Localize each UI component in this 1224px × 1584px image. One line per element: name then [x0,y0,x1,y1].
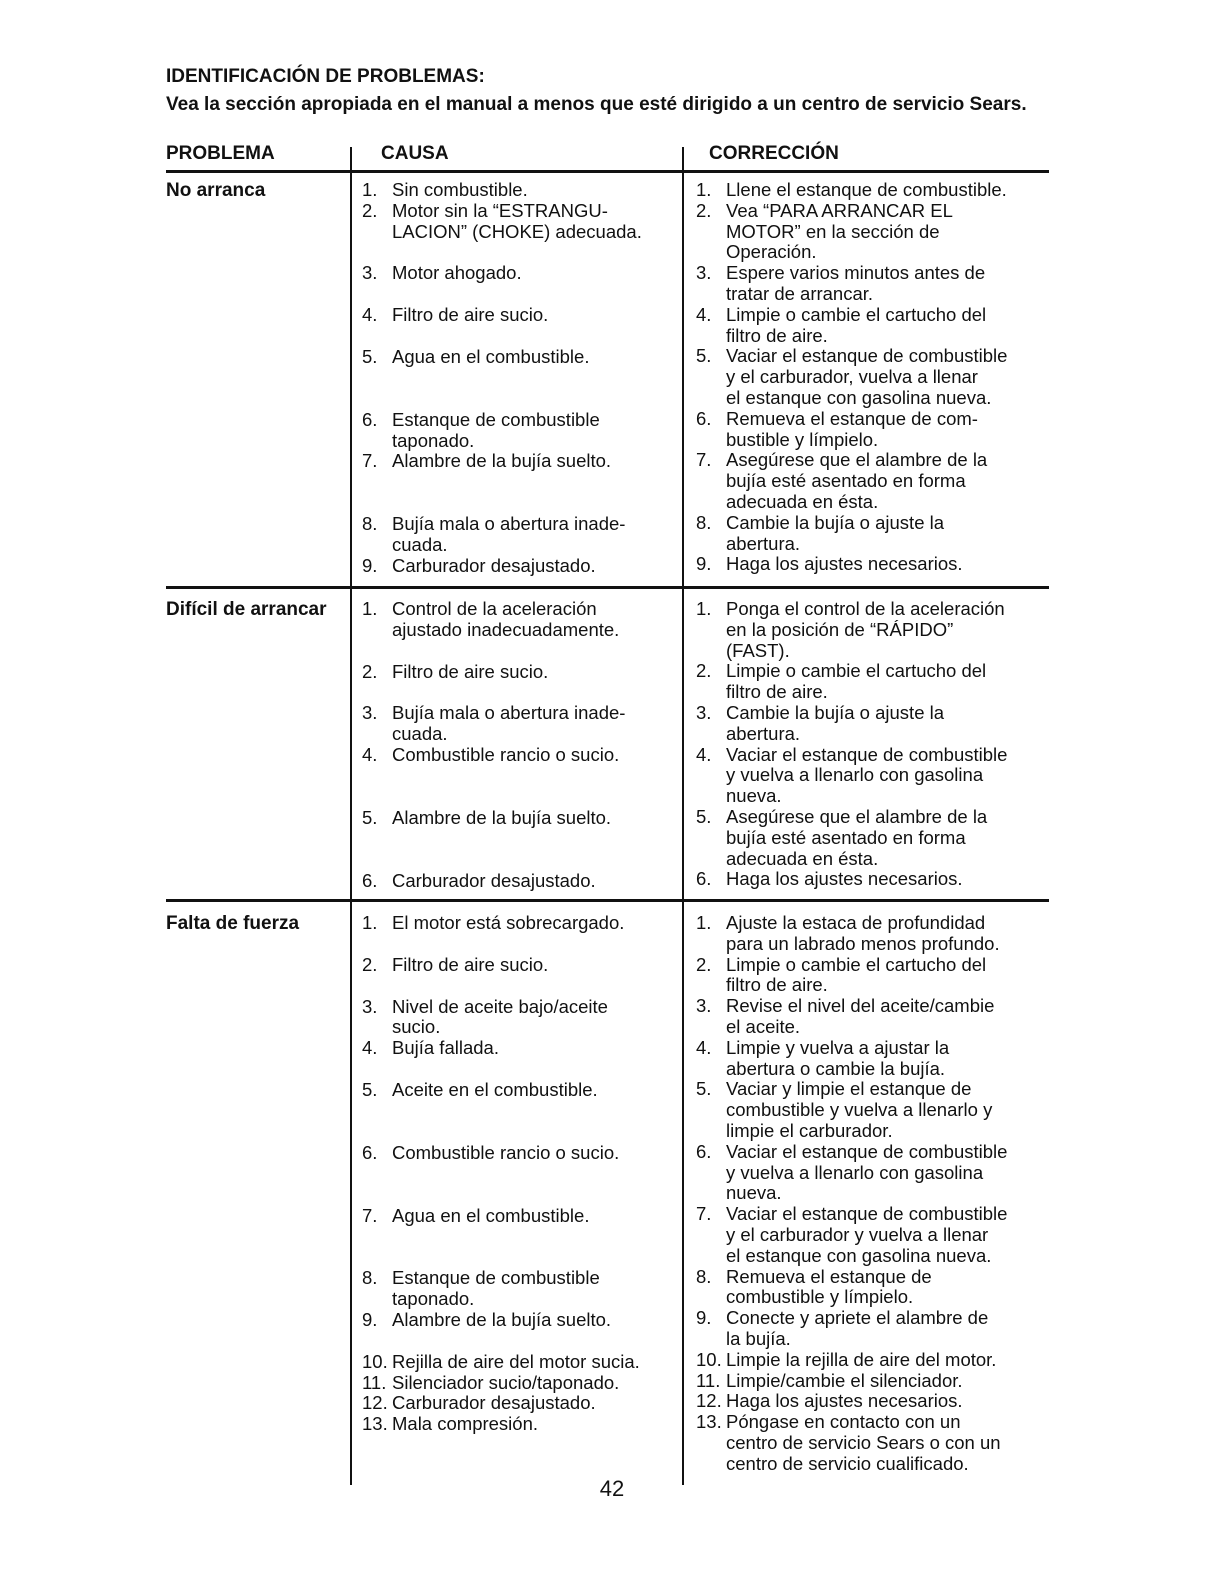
correction-item: 4. Limpie o cambie el cartucho del filtro de aire. [696,303,987,346]
cause-item: 8. Bujía mala o abertura inade- cuada. [362,513,626,555]
correction-item: 1. Ponga el control de la aceleración en la posición de “RÁPIDO” (FAST). [696,598,1005,661]
cause-item: 11. Silenciador sucio/taponado. [362,1371,620,1393]
cause-list [362,913,682,1435]
correction-item: 3. Revise el nivel del aceite/cambie el aceite. [696,995,995,1037]
problem-name: Falta de fuerza [166,913,300,934]
cause-item: 4. Bujía fallada. [362,1037,499,1059]
cause-item: 8. Estanque de combustible taponado. [362,1267,600,1310]
correction-item: 3. Espere varios minutos antes de tratar de arrancar. [696,262,986,304]
correction-item: 5. Vaciar el estanque de combustible y el carburador, vuelva a llenar el estanque con gasolina nueva. [696,345,1008,408]
header-rule [166,170,1049,173]
cause-item: 3. Nivel de aceite bajo/aceite sucio. [362,995,608,1038]
cause-item: 1. El motor está sobrecargado. [362,912,625,933]
correction-list [696,913,1046,1475]
column-divider-1 [350,147,352,1485]
correction-list [696,180,1046,575]
cause-item: 7. Agua en el combustible. [362,1204,590,1226]
cause-item: 5. Alambre de la bujía suelto. [362,806,612,828]
correction-list [696,599,1046,890]
correction-item: 9. Conecte y apriete el alambre de la bujía. [696,1307,989,1349]
cause-item: 10. Rejilla de aire del motor sucia. [362,1350,640,1372]
cause-item: 2. Motor sin la “ESTRANGU- LACION” (CHOKE) adecuada. [362,199,642,242]
correction-item: 2. Vea “PARA ARRANCAR EL MOTOR” en la sección de Operación. [696,199,953,263]
cause-item: 2. Filtro de aire sucio. [362,953,549,975]
cause-list [362,599,682,891]
cause-item: 13. Mala compresión. [362,1413,539,1435]
cause-item: 5. Aceite en el combustible. [362,1078,598,1100]
correction-item: 11. Limpie/cambie el silenciador. [696,1369,963,1391]
column-divider-2 [682,147,684,1485]
cause-list [362,180,682,577]
problem-name: No arranca [166,180,266,201]
correction-item: 12. Haga los ajustes necesarios. [696,1390,963,1412]
correction-item: 4. Limpie y vuelva a ajustar la abertura o cambie la bujía. [696,1036,950,1079]
problem-name: Difícil de arrancar [166,599,327,620]
cause-item: 2. Filtro de aire sucio. [362,660,549,682]
cause-item: 1. Sin combustible. [362,179,528,200]
cause-item: 12. Carburador desajustado. [362,1392,596,1414]
correction-item: 8. Remueva el estanque de combustible y límpielo. [696,1265,932,1308]
column-header-problem: PROBLEMA [166,143,275,164]
correction-item: 8. Cambie la bujía o ajuste la abertura. [696,511,945,554]
section-divider [166,899,1049,902]
cause-item: 7. Alambre de la bujía suelto. [362,450,612,472]
cause-item: 6. Carburador desajustado. [362,869,596,891]
page-title: IDENTIFICACIÓN DE PROBLEMAS: [166,66,485,87]
cause-item: 4. Filtro de aire sucio. [362,304,549,326]
correction-item: 5. Asegúrese que el alambre de la bujía esté asentado en forma adecuada en ésta. [696,805,988,869]
page-number: 42 [599,1476,625,1501]
cause-item: 1. Control de la aceleración ajustado inadecuadamente. [362,598,620,640]
correction-item: 7. Vaciar el estanque de combustible y el carburador y vuelva a llenar el estanque con gasolina nueva. [696,1203,1008,1266]
cause-item: 6. Combustible rancio o sucio. [362,1141,620,1163]
cause-item: 3. Bujía mala o abertura inade- cuada. [362,702,626,745]
correction-item: 3. Cambie la bujía o ajuste la abertura. [696,701,945,744]
page-subtitle: Vea la sección apropiada en el manual a menos que esté dirigido a un centro de servicio Sears. [166,94,1027,115]
correction-item: 6. Vaciar el estanque de combustible y vuelva a llenarlo con gasolina nueva. [696,1140,1008,1204]
cause-item: 9. Carburador desajustado. [362,554,596,576]
correction-item: 13. Póngase en contacto con un centro de servicio Sears o con un centro de servicio cualificado. [696,1411,1001,1474]
correction-item: 5. Vaciar y limpie el estanque de combustible y vuelva a llenarlo y limpie el carburador. [696,1078,993,1141]
correction-item: 10. Limpie la rejilla de aire del motor. [696,1348,997,1370]
correction-item: 2. Limpie o cambie el cartucho del filtro de aire. [696,953,987,996]
cause-item: 3. Motor ahogado. [362,262,522,284]
cause-item: 5. Agua en el combustible. [362,345,590,367]
column-header-cause: CAUSA [381,143,449,164]
correction-item: 1. Ajuste la estaca de profundidad para un labrado menos profundo. [696,912,1000,954]
correction-item: 6. Haga los ajustes necesarios. [696,868,963,890]
correction-item: 4. Vaciar el estanque de combustible y vuelva a llenarlo con gasolina nueva. [696,743,1008,807]
section-divider [166,586,1049,589]
cause-item: 4. Combustible rancio o sucio. [362,743,620,765]
correction-item: 9. Haga los ajustes necesarios. [696,553,963,575]
correction-item: 6. Remueva el estanque de com- bustible y límpielo. [696,407,978,450]
correction-item: 2. Limpie o cambie el cartucho del filtro de aire. [696,660,987,703]
correction-item: 1. Llene el estanque de combustible. [696,179,1007,200]
cause-item: 6. Estanque de combustible taponado. [362,408,600,451]
cause-item: 9. Alambre de la bujía suelto. [362,1308,612,1330]
page-heading [166,66,1066,116]
column-header-correction: CORRECCIÓN [709,143,839,164]
correction-item: 7. Asegúrese que el alambre de la bujía esté asentado en forma adecuada en ésta. [696,449,988,512]
